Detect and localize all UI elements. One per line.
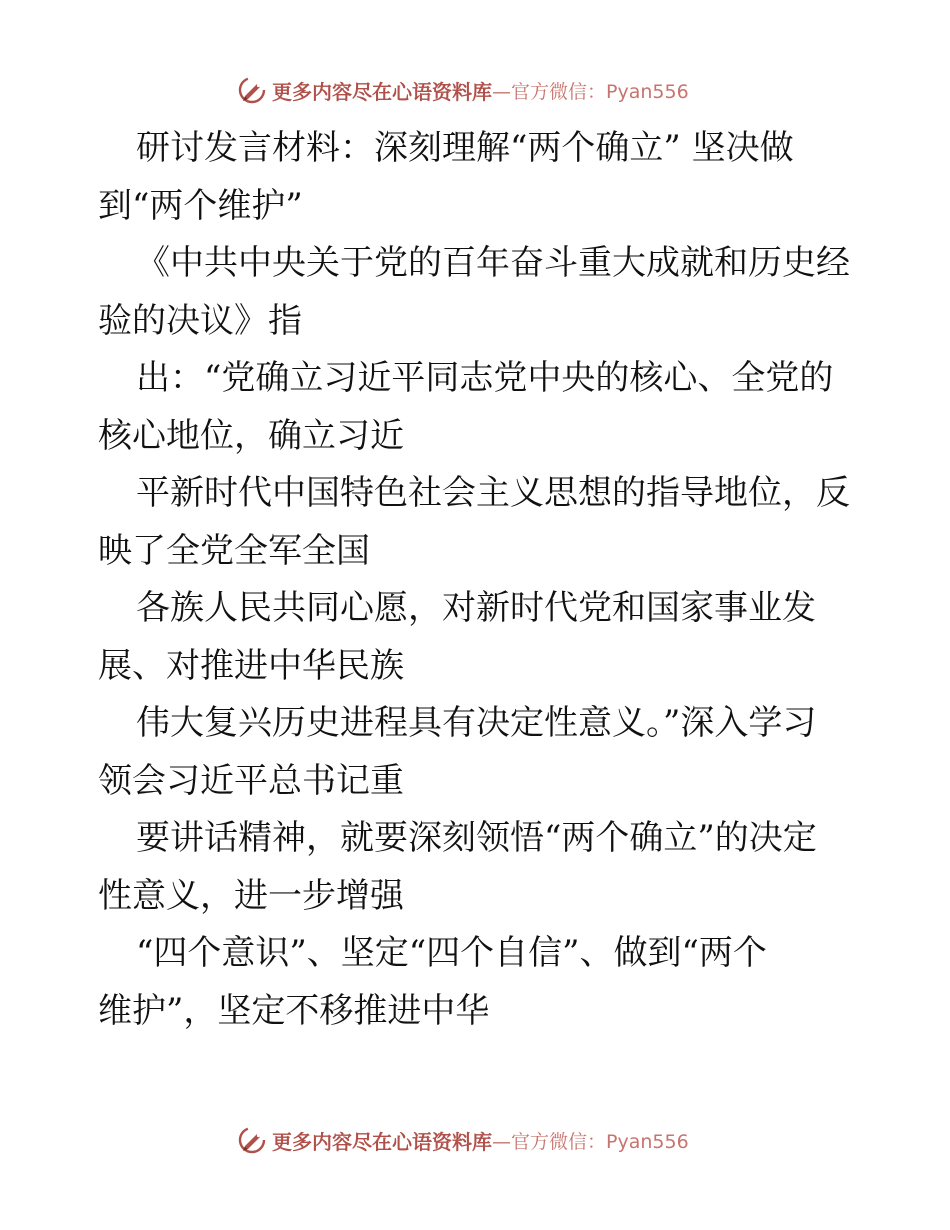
text-line: 出：“党确立习近平同志党中央的核心、全党的: [136, 358, 834, 398]
footer-banner-contact: —官方微信：Pyan556: [492, 1130, 689, 1153]
text-line: 《中共中央关于党的百年奋斗重大成就和历史经: [136, 243, 850, 283]
header-watermark-banner: [236, 72, 716, 108]
text-line: 展、对推进中华民族: [98, 645, 404, 686]
text-line: 平新时代中国特色社会主义思想的指导地位，反: [136, 473, 850, 513]
text-line: 领会习近平总书记重: [98, 760, 404, 801]
text-line: 研讨发言材料：深刻理解“两个确立” 坚决做: [136, 128, 794, 168]
footer-banner-brand: 更多内容尽在心语资料库: [272, 1129, 492, 1154]
text-line: 维护”，坚定不移推进中华: [98, 990, 490, 1031]
text-line: 核心地位，确立习近: [98, 415, 404, 456]
text-line: 要讲话精神，就要深刻领悟“两个确立”的决定: [136, 818, 817, 858]
text-line: 各族人民共同心愿，对新时代党和国家事业发: [136, 588, 816, 628]
pen-swirl-logo-icon: [236, 1124, 268, 1156]
text-line: 性意义，进一步增强: [98, 875, 404, 916]
text-line: 验的决议》指: [98, 300, 302, 341]
text-line: 伟大复兴历史进程具有决定性意义。”深入学习: [136, 703, 817, 743]
header-banner-contact: —官方微信：Pyan556: [492, 80, 689, 103]
document-body: [98, 120, 858, 1040]
text-line: “四个意识”、坚定“四个自信”、做到“两个: [136, 933, 767, 973]
text-line: 映了全党全军全国: [98, 530, 370, 571]
text-line: 到“两个维护”: [98, 185, 303, 226]
footer-watermark-banner: [236, 1122, 716, 1158]
pen-swirl-logo-icon: [236, 74, 268, 106]
header-banner-brand: 更多内容尽在心语资料库: [272, 79, 492, 104]
